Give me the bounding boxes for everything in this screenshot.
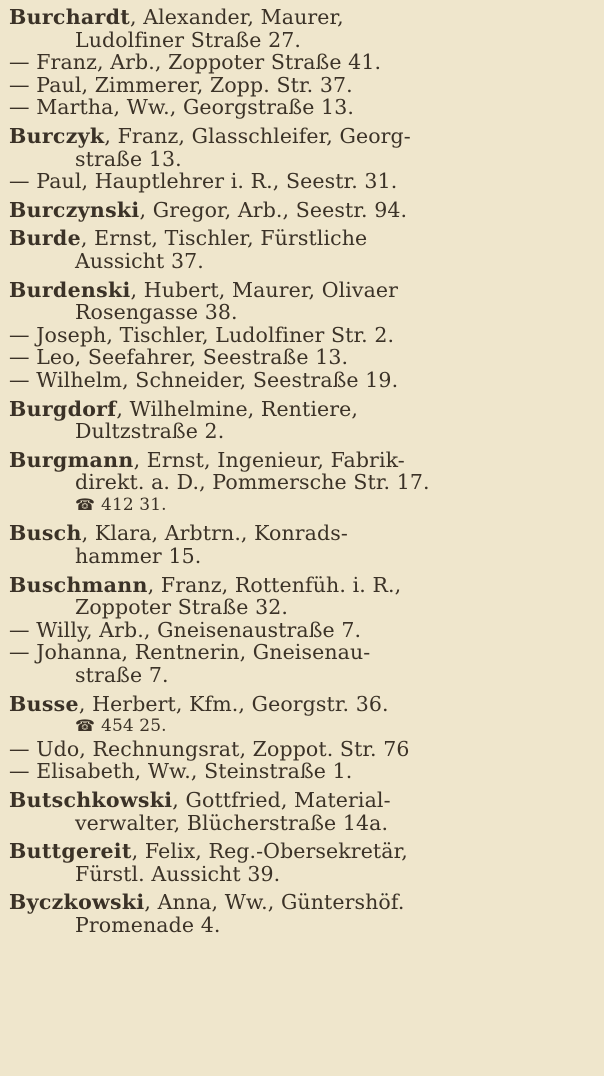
entry-text: — Willy, Arb., Gneisenaustraße 7. xyxy=(9,617,362,642)
directory-entry xyxy=(9,693,598,738)
directory-entry xyxy=(9,840,598,885)
entry-surname: Buschmann xyxy=(9,572,148,597)
directory-entry xyxy=(9,6,598,51)
entry-surname: Burchardt xyxy=(9,5,131,29)
directory-entry xyxy=(9,96,598,119)
entry-first-line xyxy=(9,279,598,302)
entry-continuation-line: hammer 15. xyxy=(75,544,202,569)
entry-first-line xyxy=(9,170,598,193)
directory-entry xyxy=(9,279,598,324)
entry-phone-line xyxy=(9,494,598,517)
entry-continuation-line: straße 7. xyxy=(75,663,169,688)
entry-first-line xyxy=(9,891,598,914)
entry-first-line xyxy=(9,51,598,74)
entry-continuation-line: Rosengasse 38. xyxy=(75,300,238,325)
entry-surname: Burczynski xyxy=(9,197,140,222)
entry-surname: Butschkowski xyxy=(9,788,173,812)
phone-icon: ☎ xyxy=(75,494,96,514)
phone-icon: ☎ xyxy=(75,716,96,736)
phone-number: 454 25. xyxy=(101,716,167,737)
directory-entry xyxy=(9,738,598,761)
entry-first-line xyxy=(9,199,598,222)
entry-first-line xyxy=(9,398,598,421)
entry-continuation-line: Fürstl. Aussicht 39. xyxy=(75,861,281,886)
entry-text: — Franz, Arb., Zoppoter Straße 41. xyxy=(9,50,382,75)
entry-continuation-line: direkt. a. D., Pommersche Str. 17. xyxy=(75,470,430,495)
entry-continuation-line: Dultzstraße 2. xyxy=(75,419,225,444)
entry-text: — Leo, Seefahrer, Seestraße 13. xyxy=(9,345,349,370)
entry-text: , Gregor, Arb., Seestr. 94. xyxy=(139,197,408,222)
entry-text: , Hubert, Maurer, Olivaer xyxy=(130,277,399,302)
directory-entry xyxy=(9,619,598,642)
entry-text: — Paul, Hauptlehrer i. R., Seestr. 31. xyxy=(9,169,398,194)
entry-first-line xyxy=(9,619,598,642)
entry-text: , Felix, Reg.-Obersekretär, xyxy=(131,839,408,864)
directory-entry xyxy=(9,789,598,834)
entry-text: , Franz, Glasschleifer, Georg- xyxy=(104,123,411,148)
entry-surname: Busch xyxy=(9,521,82,546)
directory-entry xyxy=(9,641,598,686)
entry-text: , Anna, Ww., Güntershöf. xyxy=(144,890,405,915)
entry-text: , Ernst, Ingenieur, Fabrik- xyxy=(133,447,405,472)
entry-first-line xyxy=(9,522,598,545)
entry-surname: Busse xyxy=(9,691,79,716)
entry-text: — Johanna, Rentnerin, Gneisenau- xyxy=(9,640,371,665)
entry-continuation-line: Zoppoter Straße 32. xyxy=(75,595,289,620)
entry-first-line xyxy=(9,738,598,761)
directory-entry xyxy=(9,125,598,170)
directory-entry xyxy=(9,324,598,347)
entry-first-line xyxy=(9,641,598,664)
directory-entry xyxy=(9,449,598,517)
directory-entry xyxy=(9,346,598,369)
entry-first-line xyxy=(9,96,598,119)
entry-first-line xyxy=(9,324,598,347)
entry-first-line xyxy=(9,346,598,369)
entry-surname: Burdenski xyxy=(9,277,131,302)
entry-first-line xyxy=(9,227,598,250)
entry-continuation-line: Ludolfiner Straße 27. xyxy=(75,27,301,52)
entry-text: — Martha, Ww., Georgstraße 13. xyxy=(9,95,354,120)
entry-continuation-line: straße 13. xyxy=(75,146,182,171)
entry-surname: Burgdorf xyxy=(9,396,117,421)
directory-entry xyxy=(9,51,598,74)
directory-entry xyxy=(9,760,598,783)
entry-text: — Paul, Zimmerer, Zopp. Str. 37. xyxy=(9,72,353,97)
entry-surname: Byczkowski xyxy=(9,890,145,915)
directory-entry xyxy=(9,369,598,392)
directory-entry xyxy=(9,170,598,193)
entry-first-line xyxy=(9,693,598,716)
entry-first-line xyxy=(9,789,598,812)
entry-surname: Buttgereit xyxy=(9,839,132,864)
entry-text: , Franz, Rottenfüh. i. R., xyxy=(147,572,402,597)
entry-text: , Ernst, Tischler, Fürstliche xyxy=(80,226,368,251)
entry-text: , Gottfried, Material- xyxy=(172,788,391,812)
entry-text: , Klara, Arbtrn., Konrads- xyxy=(81,521,348,546)
entry-first-line xyxy=(9,74,598,97)
entry-text: , Wilhelmine, Rentiere, xyxy=(116,396,358,421)
entry-continuation-line: verwalter, Blücherstraße 14a. xyxy=(75,810,389,835)
directory-entry xyxy=(9,522,598,567)
entry-text: — Elisabeth, Ww., Steinstraße 1. xyxy=(9,759,353,784)
entry-surname: Burgmann xyxy=(9,447,134,472)
entry-first-line xyxy=(9,574,598,597)
entry-first-line xyxy=(9,125,598,148)
entry-text: — Udo, Rechnungsrat, Zoppot. Str. 76 xyxy=(9,736,410,761)
directory-entry xyxy=(9,227,598,272)
entry-phone-line xyxy=(9,715,598,738)
directory-entry xyxy=(9,199,598,222)
entry-text: — Wilhelm, Schneider, Seestraße 19. xyxy=(9,367,399,392)
entry-continuation-line: Promenade 4. xyxy=(75,912,221,937)
entry-first-line xyxy=(9,760,598,783)
entry-first-line xyxy=(9,369,598,392)
entry-text: , Alexander, Maurer, xyxy=(130,5,344,29)
entry-text: , Herbert, Kfm., Georgstr. 36. xyxy=(78,691,389,716)
entry-first-line xyxy=(9,6,598,29)
entry-first-line xyxy=(9,840,598,863)
entry-text: — Joseph, Tischler, Ludolfiner Str. 2. xyxy=(9,322,395,347)
entry-surname: Burczyk xyxy=(9,123,105,148)
entry-surname: Burde xyxy=(9,226,81,251)
entry-first-line xyxy=(9,449,598,472)
directory-entry xyxy=(9,574,598,619)
directory-entry xyxy=(9,891,598,936)
directory-entry xyxy=(9,74,598,97)
entry-continuation-line: Aussicht 37. xyxy=(75,248,204,273)
directory-entry xyxy=(9,398,598,443)
phone-number: 412 31. xyxy=(101,494,167,515)
